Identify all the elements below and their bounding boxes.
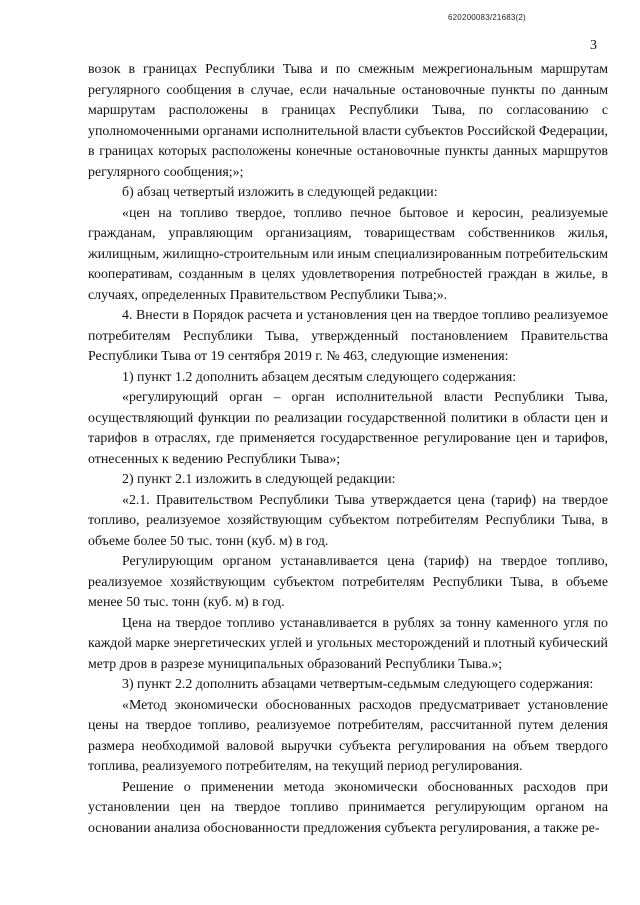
paragraph: 2) пункт 2.1 изложить в следующей редакции: (122, 472, 396, 487)
paragraph: 3) пункт 2.2 дополнить абзацами четвертым-седьмым следующего содержания: (122, 677, 594, 692)
paragraph: «2.1. Правительством Республики Тыва утверждается цена (тариф) на твердое топливо, реализуемое хозяйствующим субъектом потребителям Республики Тыва, в объеме более 50 тыс. тонн (куб. м) в год. (88, 492, 608, 549)
document-registration-number: 620200083/21683(2) (448, 13, 526, 22)
paragraph: Регулирующим органом устанавливается цена (тариф) на твердое топливо, реализуемое хозяйствующим субъектом потребителям Республики Тыва, в объеме менее 50 тыс. тонн (куб. м) в год. (88, 554, 608, 610)
paragraph: 4. Внести в Порядок расчета и установления цен на твердое топливо реализуемое потребителям Республики Тыва, утвержденный постановлением Правительства Республики Тыва от 19 сентября 2019 г. № 463, следующие изменения: (88, 308, 608, 364)
paragraph: Цена на твердое топливо устанавливается в рублях за тонну каменного угля по каждой марке энергетических углей и угольных месторождений и плотный кубический метр дров в разрезе муниципальных образований Республики Тыва.»; (88, 615, 608, 672)
page-number: 3 (590, 38, 597, 53)
paragraph: б) абзац четвертый изложить в следующей редакции: (122, 185, 438, 200)
paragraph-continuation: возок в границах Республики Тыва и по смежным межрегиональным маршрутам регулярного сообщения в случае, если начальные остановочные пункты по данным маршрутам расположены в границах Республики Тыва, по согласованию с уполномоченными органами исполнительной власти субъектов Российской Федерации, в границах которых расположены конечные остановочные пункты данных маршрутов регулярного сообщения;»; (88, 62, 608, 180)
document-body (88, 60, 608, 839)
paragraph: «Метод экономически обоснованных расходов предусматривает установление цены на твердое топливо, реализуемое потребителям, рассчитанной путем деления размера необходимой валовой выручки субъекта регулирования на объем твердого топлива, реализуемого потребителям, на текущий период регулирования. (88, 697, 608, 774)
paragraph: 1) пункт 1.2 дополнить абзацем десятым следующего содержания: (122, 369, 517, 385)
paragraph: Решение о применении метода экономически обоснованных расходов при установлении цен на твердое топливо принимается регулирующим органом на основании анализа обоснованности предложения субъекта регулирования, а также ре- (88, 779, 608, 836)
paragraph: «регулирующий орган – орган исполнительной власти Республики Тыва, осуществляющий функции по реализации государственной политики в области цен и тарифов в отраслях, где применяется государственное регулирование цен и тарифов, отнесенных к ведению Республики Тыва»; (88, 390, 608, 467)
paragraph: «цен на топливо твердое, топливо печное бытовое и керосин, реализуемые гражданам, управляющим организациям, товариществам собственников жилья, жилищным, жилищно-строительным или иным специализированным потребительским кооперативам, созданным в целях удовлетворения потребностей граждан в жилье, в случаях, определенных Правительством Республики Тыва;». (88, 205, 608, 303)
